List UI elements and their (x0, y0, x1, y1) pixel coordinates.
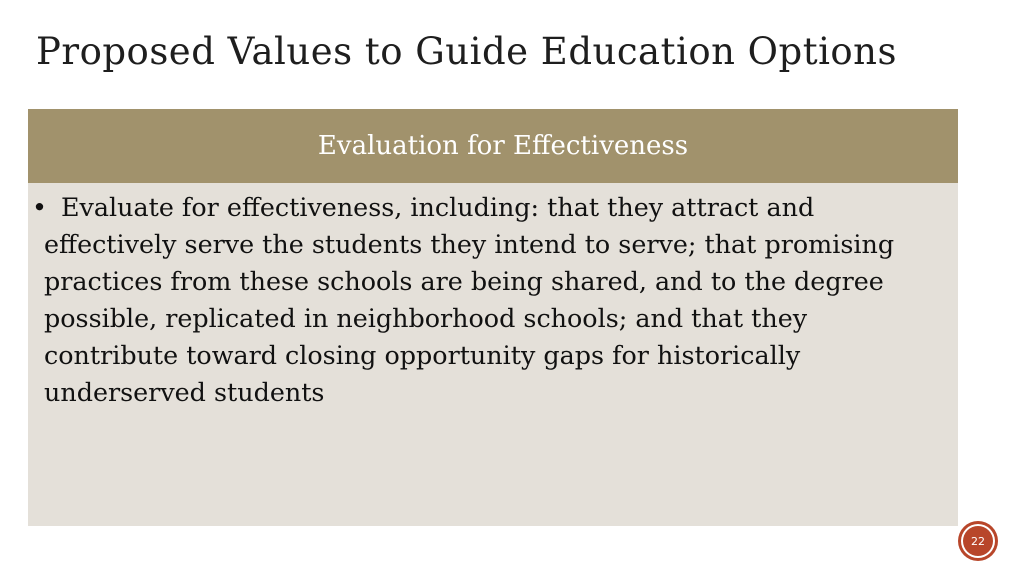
table-header-label: Evaluation for Effectiveness (317, 131, 689, 161)
slide-title: Proposed Values to Guide Education Options (36, 30, 897, 73)
table-header (28, 109, 958, 183)
bullet-text: Evaluate for effectiveness, including: that they attract and effectively serve the students they intend to serve; that promising practices from these schools are being shared, and to the degree possible, replicated in neighborhood schools; and that they contribute toward closing opportunity gaps for historically underserved students (44, 192, 895, 407)
content-table (28, 109, 958, 526)
bullet-item (32, 189, 934, 411)
table-body (28, 183, 958, 411)
bullet-icon: • (32, 192, 47, 222)
page-number-badge: 22 (961, 524, 995, 558)
